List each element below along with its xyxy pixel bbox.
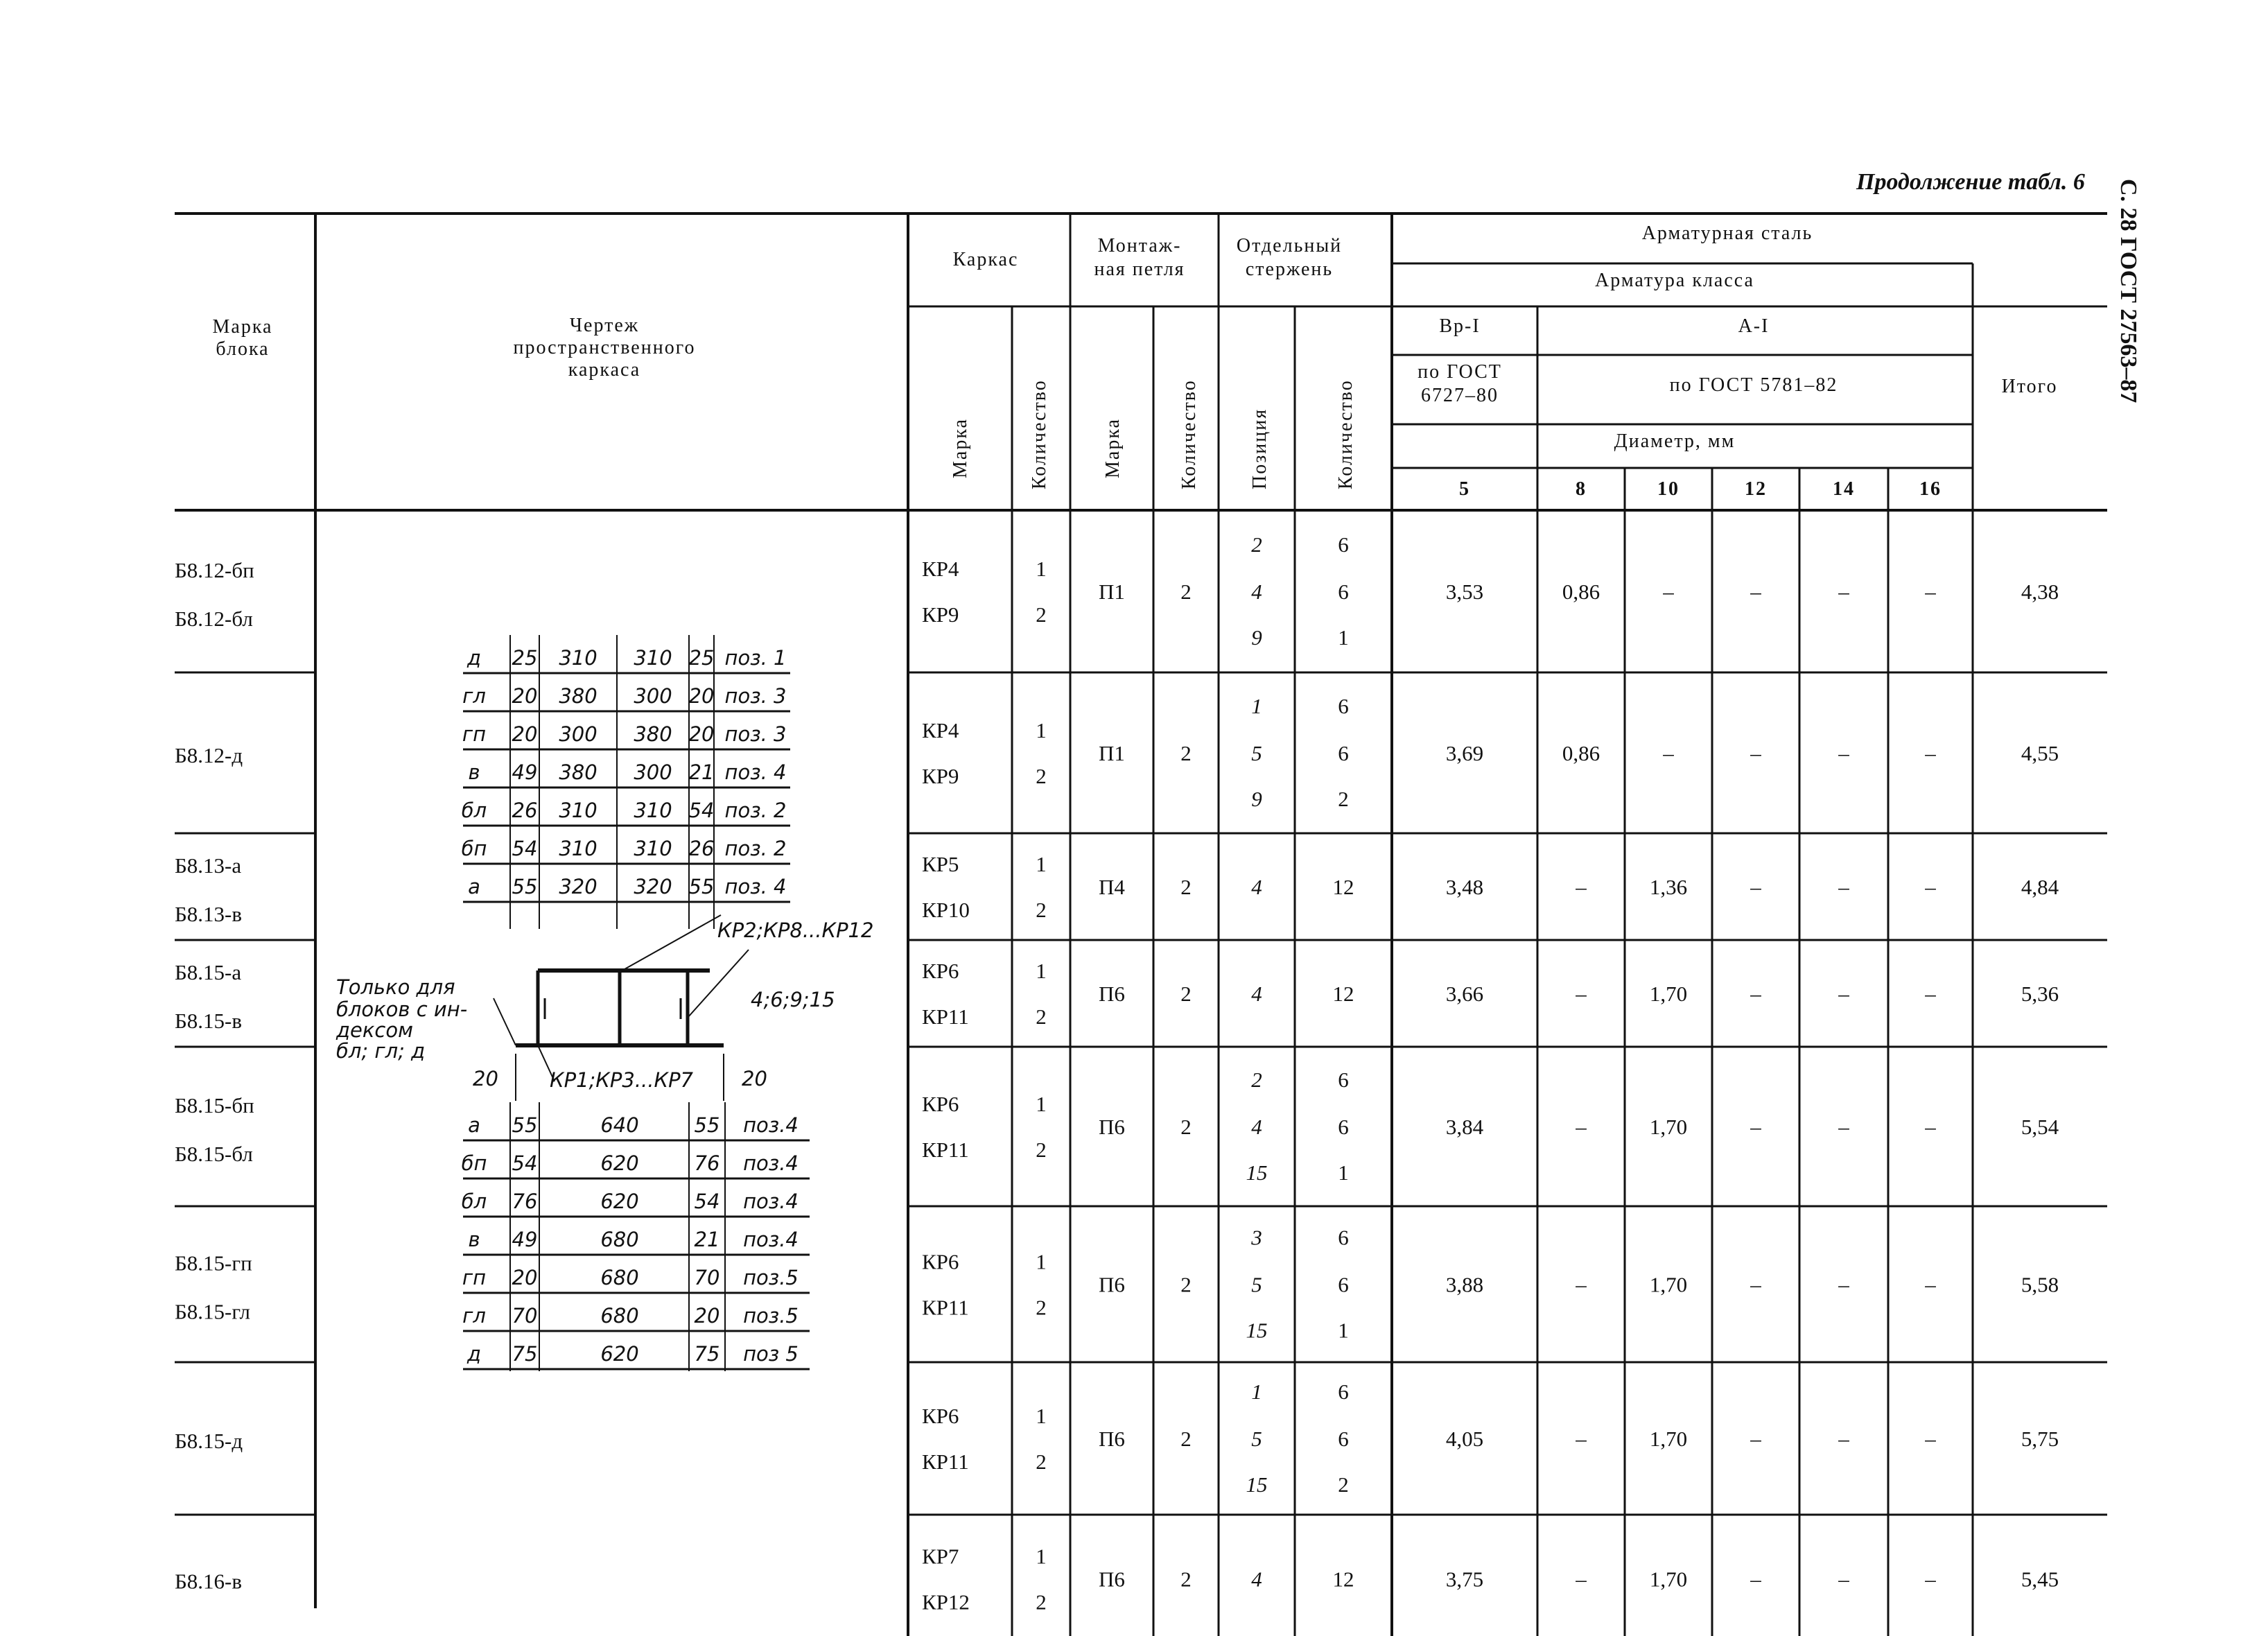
steel-d14: – — [1838, 982, 1849, 1006]
header-diameter-8: 8 — [1576, 478, 1587, 500]
loop-qty: 2 — [1180, 982, 1192, 1006]
header-qty-rod: Количество — [1335, 379, 1357, 489]
table-row — [175, 1226, 2059, 1343]
dim-value: 320 — [559, 875, 597, 898]
steel-d10: 1,70 — [1649, 1272, 1688, 1297]
dim-value: 49 — [512, 760, 538, 784]
block-mark: Б8.15-а — [175, 960, 242, 984]
header-steel: Арматурная сталь — [1641, 223, 1813, 244]
row-total: 4,38 — [2021, 580, 2059, 604]
header-gost-ai: по ГОСТ 5781–82 — [1669, 374, 1838, 396]
drawing-row-label: гл — [462, 1304, 486, 1328]
rod-qty: 12 — [1332, 1567, 1354, 1592]
karkas-mark: КР11 — [922, 1295, 969, 1320]
drawing-row-label: д — [466, 646, 482, 670]
steel-d10: – — [1663, 741, 1674, 765]
header-drawing: каркаса — [568, 359, 641, 381]
dim-value: 54 — [694, 1190, 720, 1213]
rod-position: 15 — [1246, 1318, 1268, 1343]
karkas-mark: КР10 — [922, 898, 970, 922]
steel-d14: – — [1838, 875, 1849, 899]
block-mark: Б8.16-в — [175, 1569, 243, 1594]
drawing-pos-label: поз. 2 — [724, 837, 787, 860]
table-row — [175, 1544, 2059, 1615]
dim-value: 20 — [694, 1304, 720, 1328]
rod-position: 4 — [1251, 982, 1262, 1006]
rod-qty: 6 — [1338, 532, 1349, 557]
rule-line — [538, 1045, 555, 1081]
dim-value: 20 — [512, 722, 538, 746]
steel-d16: – — [1925, 1115, 1936, 1139]
dim-value: 380 — [559, 684, 597, 708]
steel-d14: – — [1838, 1115, 1849, 1139]
karkas-mark: КР4 — [922, 557, 959, 581]
rod-qty: 6 — [1338, 1272, 1349, 1297]
dim-value: 54 — [688, 799, 715, 822]
dim-value: 310 — [634, 799, 672, 822]
rod-qty: 6 — [1338, 741, 1349, 765]
steel-d14: – — [1838, 580, 1849, 604]
header-qty-karkas: Количество — [1029, 379, 1050, 489]
block-mark: Б8.15-гп — [175, 1251, 252, 1276]
drawing-pos-label: поз. 2 — [724, 799, 787, 822]
header-pos: Позиция — [1249, 408, 1271, 489]
table-row — [175, 852, 2059, 926]
loop-qty: 2 — [1180, 1567, 1192, 1592]
dim-value: 25 — [512, 646, 538, 670]
rod-qty: 12 — [1332, 982, 1354, 1006]
dim-value: 76 — [512, 1190, 538, 1213]
karkas-mark: КР6 — [922, 1404, 959, 1428]
steel-d12: – — [1750, 1272, 1761, 1297]
header-block-mark: Марка — [212, 316, 273, 338]
header-block-mark: блока — [216, 338, 270, 360]
table-row — [175, 1380, 2059, 1497]
loop-mark: П1 — [1099, 741, 1125, 765]
drawing-pos-label: поз. 3 — [724, 722, 787, 746]
dim-value: 55 — [512, 875, 538, 898]
block-mark: Б8.13-в — [175, 902, 243, 926]
continuation-label: Продолжение табл. 6 — [1856, 169, 2085, 195]
dim-value: 300 — [634, 684, 672, 708]
block-mark: Б8.15-д — [175, 1429, 243, 1453]
dim-value: 54 — [512, 837, 538, 860]
karkas-qty: 1 — [1036, 1092, 1047, 1116]
karkas-qty: 2 — [1036, 764, 1047, 788]
dim-value: 310 — [559, 837, 597, 860]
steel-d14: – — [1838, 741, 1849, 765]
dim-value: 20 — [688, 684, 715, 708]
karkas-qty: 2 — [1036, 1295, 1047, 1320]
dim-value: 70 — [694, 1266, 720, 1289]
drawing-pos-label: поз.4 — [743, 1151, 799, 1175]
steel-d12: – — [1750, 1427, 1761, 1451]
loop-qty: 2 — [1180, 875, 1192, 899]
steel-d8: – — [1576, 875, 1587, 899]
dim-value: 310 — [559, 646, 597, 670]
drawing-row-label: а — [468, 875, 480, 898]
dim-value: 26 — [512, 799, 538, 822]
steel-d12: – — [1750, 1567, 1761, 1592]
drawing-row-label: а — [468, 1113, 480, 1137]
rod-position: 15 — [1246, 1160, 1268, 1185]
drawing-pos-label: поз 5 — [743, 1342, 799, 1366]
steel-d16: – — [1925, 875, 1936, 899]
drawing-row-label: бп — [461, 837, 487, 860]
dim-value: 300 — [634, 760, 672, 784]
rod-position: 1 — [1251, 1380, 1262, 1404]
rod-position: 1 — [1251, 694, 1262, 718]
drawing-row-label: в — [468, 760, 480, 784]
steel-d16: – — [1925, 1427, 1936, 1451]
steel-d16: – — [1925, 580, 1936, 604]
loop-qty: 2 — [1180, 1427, 1192, 1451]
dim-value: 310 — [559, 799, 597, 822]
rod-position: 4 — [1251, 875, 1262, 899]
drawing-row-label: гп — [462, 722, 487, 746]
header-diameter-10: 10 — [1657, 478, 1680, 500]
dim-value: 55 — [688, 875, 715, 898]
karkas-mark: КР11 — [922, 1450, 969, 1474]
block-mark: Б8.15-в — [175, 1009, 243, 1033]
header-total: Итого — [2001, 376, 2058, 397]
drawing-pos-label: поз.4 — [743, 1228, 799, 1251]
header-diameter-5: 5 — [1459, 478, 1470, 500]
header-arm-class: Арматура класса — [1595, 270, 1754, 291]
dim-value: 25 — [688, 646, 715, 670]
karkas-mark: КР9 — [922, 602, 959, 627]
loop-mark: П6 — [1099, 1567, 1125, 1592]
rod-qty: 12 — [1332, 875, 1354, 899]
table-row — [175, 1068, 2059, 1185]
drawing-pos-label: поз.4 — [743, 1190, 799, 1213]
rod-qty: 1 — [1338, 1318, 1349, 1343]
dim-value: 620 — [600, 1190, 639, 1213]
steel-d10: 1,70 — [1649, 1427, 1688, 1451]
dim-value: 300 — [559, 722, 597, 746]
table-grid — [175, 214, 2107, 1636]
dim-value: 75 — [694, 1342, 720, 1366]
rod-position: 2 — [1251, 1068, 1262, 1092]
block-mark: Б8.15-гл — [175, 1299, 250, 1324]
table-row — [175, 959, 2059, 1033]
rod-position: 9 — [1251, 625, 1262, 650]
steel-d5: 3,66 — [1445, 982, 1484, 1006]
block-mark: Б8.15-бп — [175, 1093, 254, 1117]
rod-qty: 6 — [1338, 580, 1349, 604]
header-mont: Монтаж- — [1097, 235, 1182, 256]
dim-value: 21 — [694, 1228, 720, 1251]
steel-d5: 3,84 — [1445, 1115, 1484, 1139]
row-total: 5,36 — [2021, 982, 2059, 1006]
loop-mark: П6 — [1099, 982, 1125, 1006]
karkas-mark: КР11 — [922, 1138, 969, 1162]
steel-d5: 3,53 — [1445, 580, 1484, 604]
table-body — [175, 532, 2059, 1615]
header-mark-loop: Марка — [1102, 418, 1124, 478]
steel-d10: 1,36 — [1649, 875, 1688, 899]
drawing-row-label: бл — [461, 1190, 487, 1213]
table-row — [175, 694, 2059, 811]
rod-position: 9 — [1251, 787, 1262, 811]
row-total: 4,55 — [2021, 741, 2059, 765]
loop-qty: 2 — [1180, 741, 1192, 765]
header-karkas: Каркас — [952, 249, 1019, 270]
steel-d5: 3,48 — [1445, 875, 1484, 899]
only-note: дексом — [336, 1018, 413, 1042]
rod-position: 3 — [1251, 1225, 1262, 1250]
drawing-row-label: гп — [462, 1266, 487, 1289]
loop-qty: 2 — [1180, 580, 1192, 604]
drawing-row-label: гл — [462, 684, 486, 708]
rod-position: 4 — [1251, 580, 1262, 604]
drawing-row-label: бл — [461, 799, 487, 822]
header-rod: стержень — [1245, 259, 1334, 280]
karkas-qty: 2 — [1036, 1450, 1047, 1474]
karkas-qty: 1 — [1036, 1544, 1047, 1569]
rule-line — [688, 950, 749, 1018]
dim-value: 640 — [600, 1113, 639, 1137]
dim-value: 380 — [559, 760, 597, 784]
loop-mark: П6 — [1099, 1427, 1125, 1451]
rule-line — [620, 915, 721, 972]
loop-mark: П1 — [1099, 580, 1125, 604]
header-ai: A-I — [1738, 315, 1770, 337]
steel-d12: – — [1750, 1115, 1761, 1139]
rod-qty: 6 — [1338, 1068, 1349, 1092]
steel-d5: 4,05 — [1445, 1427, 1484, 1451]
dim-value: 70 — [512, 1304, 538, 1328]
dim-value: 310 — [634, 837, 672, 860]
steel-d8: 0,86 — [1562, 741, 1600, 765]
loop-qty: 2 — [1180, 1115, 1192, 1139]
karkas-qty: 2 — [1036, 898, 1047, 922]
header-diam: Диаметр, мм — [1614, 430, 1736, 452]
header-diameter-14: 14 — [1833, 478, 1855, 500]
dim-value: 20 — [512, 684, 538, 708]
kr-top-label: КР2;КР8...КР12 — [717, 919, 874, 942]
rod-qty: 6 — [1338, 1115, 1349, 1139]
dim-right: 20 — [742, 1067, 767, 1090]
karkas-qty: 1 — [1036, 959, 1047, 983]
steel-d8: – — [1576, 982, 1587, 1006]
steel-d14: – — [1838, 1272, 1849, 1297]
steel-d8: – — [1576, 1427, 1587, 1451]
dim-left: 20 — [473, 1067, 498, 1090]
dim-value: 21 — [688, 760, 715, 784]
drawing-row-label: бп — [461, 1151, 487, 1175]
dim-value: 620 — [600, 1151, 639, 1175]
dim-value: 20 — [688, 722, 715, 746]
header-mont: ная петля — [1094, 259, 1185, 280]
drawing-row-label: в — [468, 1228, 480, 1251]
header-gost-bp: 6727–80 — [1421, 385, 1499, 406]
dim-value: 55 — [512, 1113, 538, 1137]
header-mark-karkas: Марка — [950, 418, 971, 478]
dim-value: 55 — [694, 1113, 720, 1137]
rod-qty: 1 — [1338, 625, 1349, 650]
dim-value: 320 — [634, 875, 672, 898]
dim-value: 26 — [688, 837, 715, 860]
rod-qty: 2 — [1338, 1472, 1349, 1497]
steel-d10: – — [1663, 580, 1674, 604]
header-rod: Отдельный — [1236, 235, 1343, 256]
rod-qty: 6 — [1338, 1225, 1349, 1250]
drawing-pos-label: поз.4 — [743, 1113, 799, 1137]
karkas-mark: КР4 — [922, 718, 959, 742]
drawing-pos-label: поз. 1 — [724, 646, 787, 670]
header-qty-loop: Количество — [1178, 379, 1200, 489]
karkas-qty: 1 — [1036, 718, 1047, 742]
row-total: 5,75 — [2021, 1427, 2059, 1451]
rod-position: 5 — [1251, 741, 1262, 765]
kr-bottom-label: КР1;КР3...КР7 — [550, 1068, 694, 1092]
rod-qty: 6 — [1338, 694, 1349, 718]
steel-d12: – — [1750, 982, 1761, 1006]
rod-position: 5 — [1251, 1427, 1262, 1451]
row-total: 4,84 — [2021, 875, 2059, 899]
drawing-pos-label: поз. 3 — [724, 684, 787, 708]
rod-position: 4 — [1251, 1567, 1262, 1592]
steel-d5: 3,88 — [1445, 1272, 1484, 1297]
karkas-mark: КР6 — [922, 959, 959, 983]
block-mark: Б8.12-бп — [175, 558, 254, 582]
karkas-mark: КР9 — [922, 764, 959, 788]
row-total: 5,58 — [2021, 1272, 2059, 1297]
karkas-qty: 2 — [1036, 1004, 1047, 1029]
dim-value: 680 — [600, 1304, 639, 1328]
header-diameter-12: 12 — [1745, 478, 1767, 500]
karkas-mark: КР6 — [922, 1249, 959, 1274]
rod-position: 5 — [1251, 1272, 1262, 1297]
karkas-qty: 2 — [1036, 602, 1047, 627]
karkas-qty: 1 — [1036, 1249, 1047, 1274]
only-note: Только для — [336, 975, 455, 999]
steel-d5: 3,69 — [1445, 741, 1484, 765]
rod-qty: 1 — [1338, 1160, 1349, 1185]
karkas-mark: КР11 — [922, 1004, 969, 1029]
steel-d8: – — [1576, 1272, 1587, 1297]
steel-d16: – — [1925, 1567, 1936, 1592]
header-diameter-16: 16 — [1919, 478, 1942, 500]
drawing-pos-label: поз. 4 — [724, 760, 787, 784]
dim-value: 76 — [694, 1151, 720, 1175]
table-row — [175, 532, 2059, 650]
karkas-qty: 2 — [1036, 1590, 1047, 1615]
dim-value: 680 — [600, 1228, 639, 1251]
only-note: бл; гл; д — [336, 1039, 426, 1063]
dim-value: 680 — [600, 1266, 639, 1289]
positions-label: 4;6;9;15 — [751, 988, 835, 1011]
steel-d12: – — [1750, 741, 1761, 765]
loop-mark: П4 — [1099, 875, 1125, 899]
header-gost-bp: по ГОСТ — [1418, 361, 1502, 383]
steel-d10: 1,70 — [1649, 1115, 1688, 1139]
loop-mark: П6 — [1099, 1272, 1125, 1297]
steel-d16: – — [1925, 982, 1936, 1006]
steel-d12: – — [1750, 580, 1761, 604]
rod-position: 4 — [1251, 1115, 1262, 1139]
dim-value: 620 — [600, 1342, 639, 1366]
rod-qty: 6 — [1338, 1380, 1349, 1404]
steel-d8: – — [1576, 1115, 1587, 1139]
steel-d5: 3,75 — [1445, 1567, 1484, 1592]
side-header: С. 28 ГОСТ 27563–87 — [2116, 179, 2141, 403]
steel-d16: – — [1925, 741, 1936, 765]
dim-value: 380 — [634, 722, 672, 746]
loop-qty: 2 — [1180, 1272, 1192, 1297]
drawing-pos-label: поз.5 — [743, 1304, 799, 1328]
rod-qty: 6 — [1338, 1427, 1349, 1451]
steel-d10: 1,70 — [1649, 1567, 1688, 1592]
row-total: 5,54 — [2021, 1115, 2059, 1139]
karkas-mark: КР5 — [922, 852, 959, 876]
karkas-qty: 1 — [1036, 852, 1047, 876]
steel-d8: – — [1576, 1567, 1587, 1592]
karkas-qty: 1 — [1036, 557, 1047, 581]
block-mark: Б8.15-бл — [175, 1142, 253, 1166]
steel-d8: 0,86 — [1562, 580, 1600, 604]
block-mark: Б8.12-д — [175, 743, 243, 767]
karkas-qty: 1 — [1036, 1404, 1047, 1428]
header-drawing: Чертеж — [569, 315, 640, 336]
header-bp1: Вр-I — [1439, 315, 1481, 337]
steel-d14: – — [1838, 1567, 1849, 1592]
dim-value: 75 — [512, 1342, 538, 1366]
block-mark: Б8.12-бл — [175, 607, 253, 631]
karkas-mark: КР12 — [922, 1590, 970, 1615]
rule-line — [494, 998, 516, 1045]
dim-value: 54 — [512, 1151, 538, 1175]
rod-position: 2 — [1251, 532, 1262, 557]
dim-value: 310 — [634, 646, 672, 670]
dim-value: 49 — [512, 1228, 538, 1251]
karkas-mark: КР6 — [922, 1092, 959, 1116]
drawing-pos-label: поз. 4 — [724, 875, 787, 898]
steel-d10: 1,70 — [1649, 982, 1688, 1006]
only-note: блоков с ин- — [336, 998, 468, 1021]
karkas-mark: КР7 — [922, 1544, 959, 1569]
drawing-pos-label: поз.5 — [743, 1266, 799, 1289]
karkas-qty: 2 — [1036, 1138, 1047, 1162]
steel-d16: – — [1925, 1272, 1936, 1297]
loop-mark: П6 — [1099, 1115, 1125, 1139]
drawing-row-label: д — [466, 1342, 482, 1366]
frame-drawing — [335, 635, 873, 1371]
header-drawing: пространственного — [513, 337, 696, 358]
rod-qty: 2 — [1338, 787, 1349, 811]
block-mark: Б8.13-а — [175, 853, 242, 878]
rod-position: 15 — [1246, 1472, 1268, 1497]
steel-d12: – — [1750, 875, 1761, 899]
steel-d14: – — [1838, 1427, 1849, 1451]
row-total: 5,45 — [2021, 1567, 2059, 1592]
dim-value: 20 — [512, 1266, 538, 1289]
